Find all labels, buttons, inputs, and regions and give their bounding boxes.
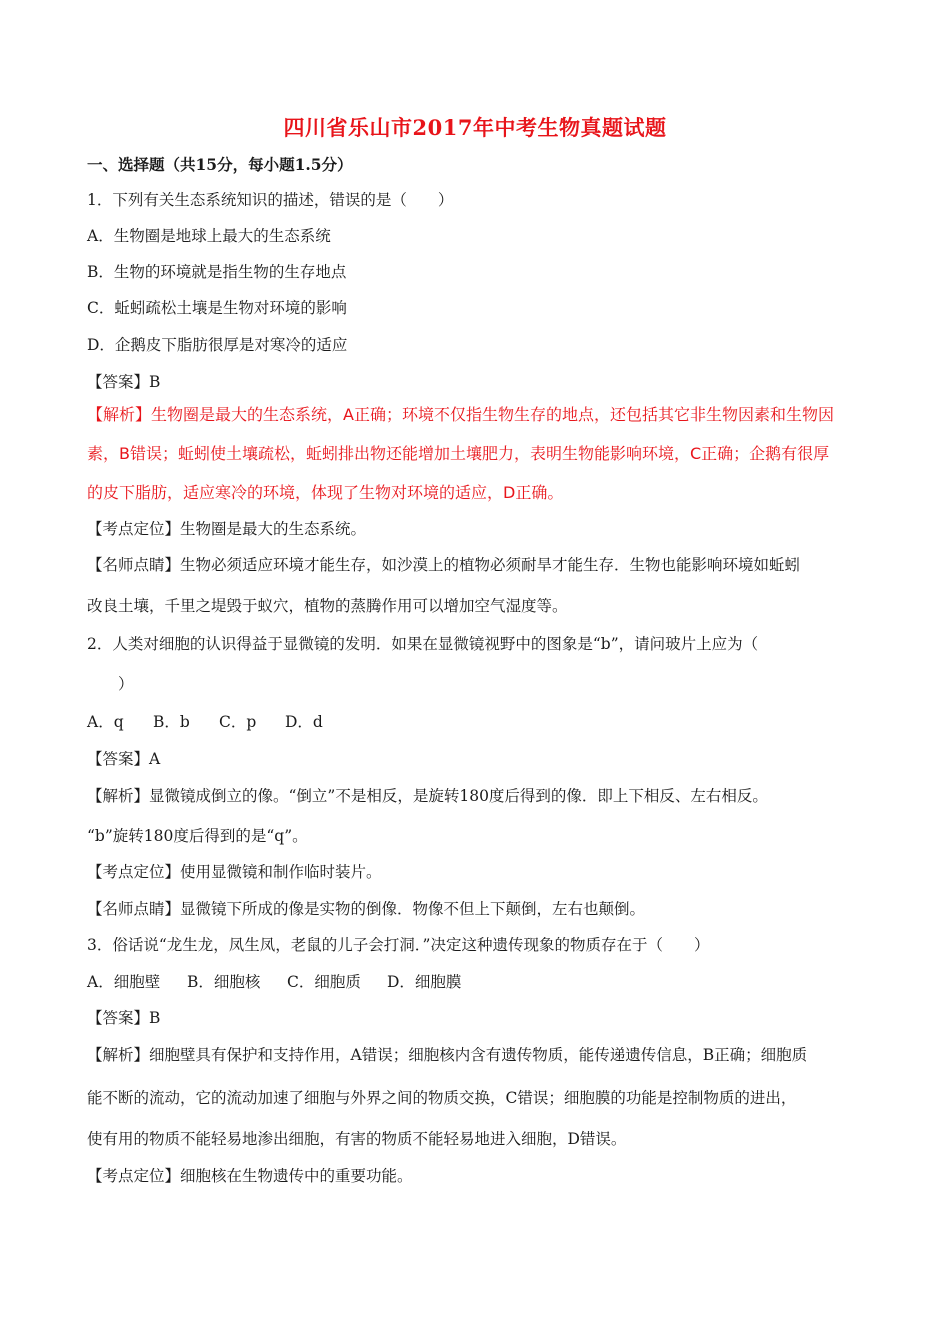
- question-2-option-d: D．d: [285, 713, 323, 731]
- question-3-knowledge-point: 【考点定位】细胞核在生物遗传中的重要功能。: [87, 1167, 413, 1185]
- question-1-analysis-line: 素，B错误；蚯蚓使土壤疏松，蚯蚓排出物还能增加土壤肥力，表明生物能影响环境，C正确；企鹅有很厚: [87, 444, 830, 463]
- question-3-option-a: A．细胞壁: [87, 973, 161, 991]
- question-2-option-a: A．q: [87, 713, 124, 731]
- question-2-option-b: B．b: [153, 713, 190, 731]
- question-1-teacher-tip-line: 改良土壤，千里之堤毁于蚁穴，植物的蒸腾作用可以增加空气湿度等。: [87, 597, 568, 615]
- question-3-option-c: C．细胞质: [287, 973, 361, 991]
- question-2-options: [87, 712, 323, 732]
- question-3-analysis-line: 【解析】细胞壁具有保护和支持作用，A错误；细胞核内含有遗传物质，能传递遗传信息，B正确；细胞质: [87, 1046, 808, 1064]
- question-3-analysis-line: 使有用的物质不能轻易地渗出细胞，有害的物质不能轻易地进入细胞，D错误。: [87, 1130, 627, 1148]
- question-2-option-c: C．p: [219, 713, 257, 731]
- question-3-option-b: B．细胞核: [187, 973, 261, 991]
- question-1-teacher-tip-line: 【名师点睛】生物必须适应环境才能生存，如沙漠上的植物必须耐旱才能生存．生物也能影响环境如蚯蚓: [87, 556, 801, 574]
- question-1-analysis-line: 【解析】生物圈是最大的生态系统，A正确；环境不仅指生物生存的地点，还包括其它非生物因素和生物因: [87, 405, 834, 424]
- question-1-option-c: C．蚯蚓疏松土壤是生物对环境的影响: [87, 299, 347, 317]
- question-1-knowledge-point: 【考点定位】生物圈是最大的生态系统。: [87, 520, 367, 538]
- question-2-analysis-line: “b”旋转180度后得到的是“q”。: [87, 827, 308, 845]
- question-2-answer: 【答案】A: [87, 750, 161, 768]
- question-2-knowledge-point: 【考点定位】使用显微镜和制作临时装片。: [87, 863, 382, 881]
- question-2-analysis-line: 【解析】显微镜成倒立的像。“倒立”不是相反，是旋转180度后得到的像．即上下相反、左右相反。: [87, 787, 768, 805]
- question-3-stem: 3．俗话说“龙生龙，凤生凤，老鼠的儿子会打洞．”决定这种遗传现象的物质存在于（ ）: [87, 936, 710, 954]
- question-3-answer: 【答案】B: [87, 1009, 161, 1027]
- question-2-stem: 2．人类对细胞的认识得益于显微镜的发明．如果在显微镜视野中的图象是“b”，请问玻片上应为（: [87, 635, 759, 653]
- question-2-teacher-tip: 【名师点睛】显微镜下所成的像是实物的倒像．物像不但上下颠倒，左右也颠倒。: [87, 900, 646, 918]
- question-1-answer: 【答案】B: [87, 373, 161, 391]
- question-2-stem-continued: ）: [87, 675, 134, 693]
- question-3-analysis-line: 能不断的流动，它的流动加速了细胞与外界之间的物质交换，C错误；细胞膜的功能是控制物质的进出，: [87, 1089, 797, 1107]
- question-1-option-a: A．生物圈是地球上最大的生态系统: [87, 227, 331, 245]
- question-1-option-b: B．生物的环境就是指生物的生存地点: [87, 263, 347, 281]
- question-1-analysis-line: 的皮下脂肪，适应寒冷的环境，体现了生物对环境的适应，D正确。: [87, 483, 564, 502]
- section-heading: 一、选择题（共15分，每小题1.5分）: [87, 155, 353, 174]
- question-1-option-d: D．企鹅皮下脂肪很厚是对寒冷的适应: [87, 336, 348, 354]
- question-1-stem: 1．下列有关生态系统知识的描述，错误的是（ ）: [87, 191, 454, 209]
- question-3-options: [87, 972, 461, 992]
- document-title: 四川省乐山市2017年中考生物真题试题: [283, 115, 667, 140]
- question-3-option-d: D．细胞膜: [387, 973, 462, 991]
